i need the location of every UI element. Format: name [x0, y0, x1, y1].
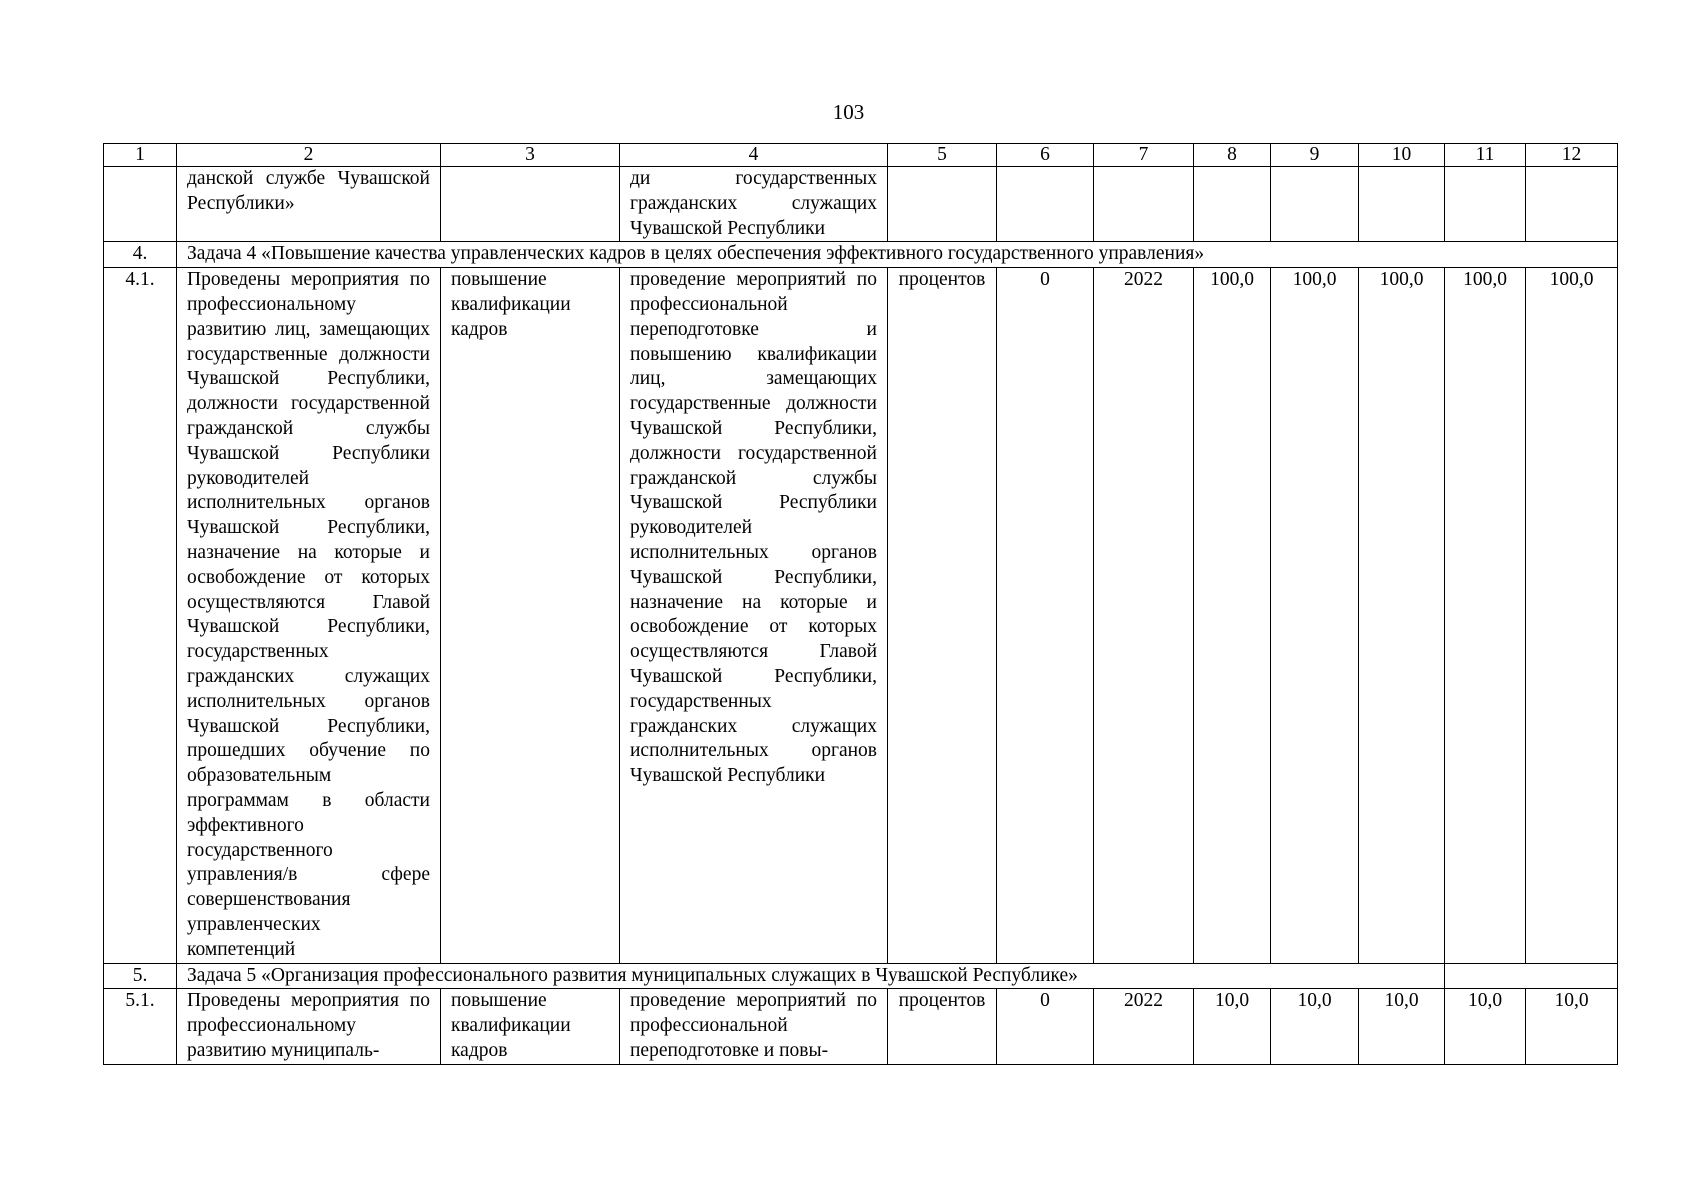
- table-cell-value: 10,0: [1271, 989, 1359, 1064]
- page-number: 103: [832, 100, 865, 124]
- table-cell-value: 10,0: [1445, 989, 1526, 1064]
- header-cell: 10: [1359, 144, 1445, 167]
- table-cell-indicator: проведение мероприятий по профессиональной переподготовке и повышению квалификации лиц, замещающих государственные должности Чувашской Республики, должности государственной гражданской службы Чувашской Республики руководителей исполнительных органов Чувашской Республики, назначение на которые и освобождение от которых осуществляются Главой Чувашской Республики, государственных гражданских служащих исполнительных органов Чувашской Республики: [620, 268, 888, 963]
- task-title: Задача 5 «Организация профессионального развития муниципальных служащих в Чувашской Республике»: [177, 963, 1445, 989]
- table-cell: [1445, 167, 1526, 242]
- header-cell: 3: [441, 144, 620, 167]
- row-number: 4.1.: [104, 268, 177, 963]
- table-cell-result: Проведены мероприятия по профессиональному развитию муниципаль-: [177, 989, 441, 1064]
- indicators-table: [103, 143, 1618, 1065]
- table-row-task-4: [104, 242, 1618, 268]
- table-cell-result: Проведены мероприятия по профессиональному развитию лиц, замещающих государственные должности Чувашской Республики, должности государственной гражданской службы Чувашской Республики руководителей исполнительных органов Чувашской Республики, назначение на которые и освобождение от которых осуществляются Главой Чувашской Республики, государственных гражданских служащих исполнительных органов Чувашской Республики, прошедших обучение по образовательным программам в области эффективного государственного управления/в сфере совершенствования управленческих компетенций: [177, 268, 441, 963]
- header-cell: 5: [888, 144, 997, 167]
- table-cell-value: 10,0: [1359, 989, 1445, 1064]
- header-cell: 12: [1526, 144, 1618, 167]
- table-cell: [1194, 167, 1271, 242]
- header-cell: 9: [1271, 144, 1359, 167]
- header-cell: 4: [620, 144, 888, 167]
- table-cell-type: повышение квалификации кадров: [441, 268, 620, 963]
- task-number: 5.: [104, 963, 177, 989]
- table-cell-indicator: ди государственных гражданских служащих Чувашской Республики: [620, 167, 888, 242]
- table-cell: [1445, 963, 1618, 989]
- table-cell-unit: процентов: [888, 268, 997, 963]
- table-cell: [1094, 167, 1194, 242]
- header-cell: 8: [1194, 144, 1271, 167]
- header-cell: 11: [1445, 144, 1526, 167]
- table-cell: [1359, 167, 1445, 242]
- table-cell-value: 100,0: [1445, 268, 1526, 963]
- table-cell-base-value: 0: [997, 268, 1094, 963]
- table-cell-value: 10,0: [1526, 989, 1618, 1064]
- table-row-5-1: [104, 989, 1618, 1064]
- header-cell: 6: [997, 144, 1094, 167]
- table-cell-base-year: 2022: [1094, 268, 1194, 963]
- header-cell: 1: [104, 144, 177, 167]
- task-title: Задача 4 «Повышение качества управленческих кадров в целях обеспечения эффективного государственного управления»: [177, 242, 1618, 268]
- table-row-4-1: [104, 268, 1618, 963]
- header-cell: 2: [177, 144, 441, 167]
- table-cell: [1526, 167, 1618, 242]
- table-cell-value: 100,0: [1194, 268, 1271, 963]
- table-cell-indicator: проведение мероприятий по профессиональной переподготовке и повы-: [620, 989, 888, 1064]
- table-cell-value: 100,0: [1271, 268, 1359, 963]
- task-number: 4.: [104, 242, 177, 268]
- table-cell-result: данской службе Чувашской Республики»: [177, 167, 441, 242]
- table-cell-value: 100,0: [1526, 268, 1618, 963]
- table-row-task-5: [104, 963, 1618, 989]
- table-row-continuation: [104, 167, 1618, 242]
- table-header-row: [104, 144, 1618, 167]
- table-cell-base-value: 0: [997, 989, 1094, 1064]
- table-cell-value: 100,0: [1359, 268, 1445, 963]
- table-cell: [104, 167, 177, 242]
- table-cell: [441, 167, 620, 242]
- table-cell-value: 10,0: [1194, 989, 1271, 1064]
- table-cell: [888, 167, 997, 242]
- table-cell-type: повышение квалификации кадров: [441, 989, 620, 1064]
- table-cell: [997, 167, 1094, 242]
- table-cell-unit: процентов: [888, 989, 997, 1064]
- row-number: 5.1.: [104, 989, 177, 1064]
- header-cell: 7: [1094, 144, 1194, 167]
- table-cell-base-year: 2022: [1094, 989, 1194, 1064]
- table-cell: [1271, 167, 1359, 242]
